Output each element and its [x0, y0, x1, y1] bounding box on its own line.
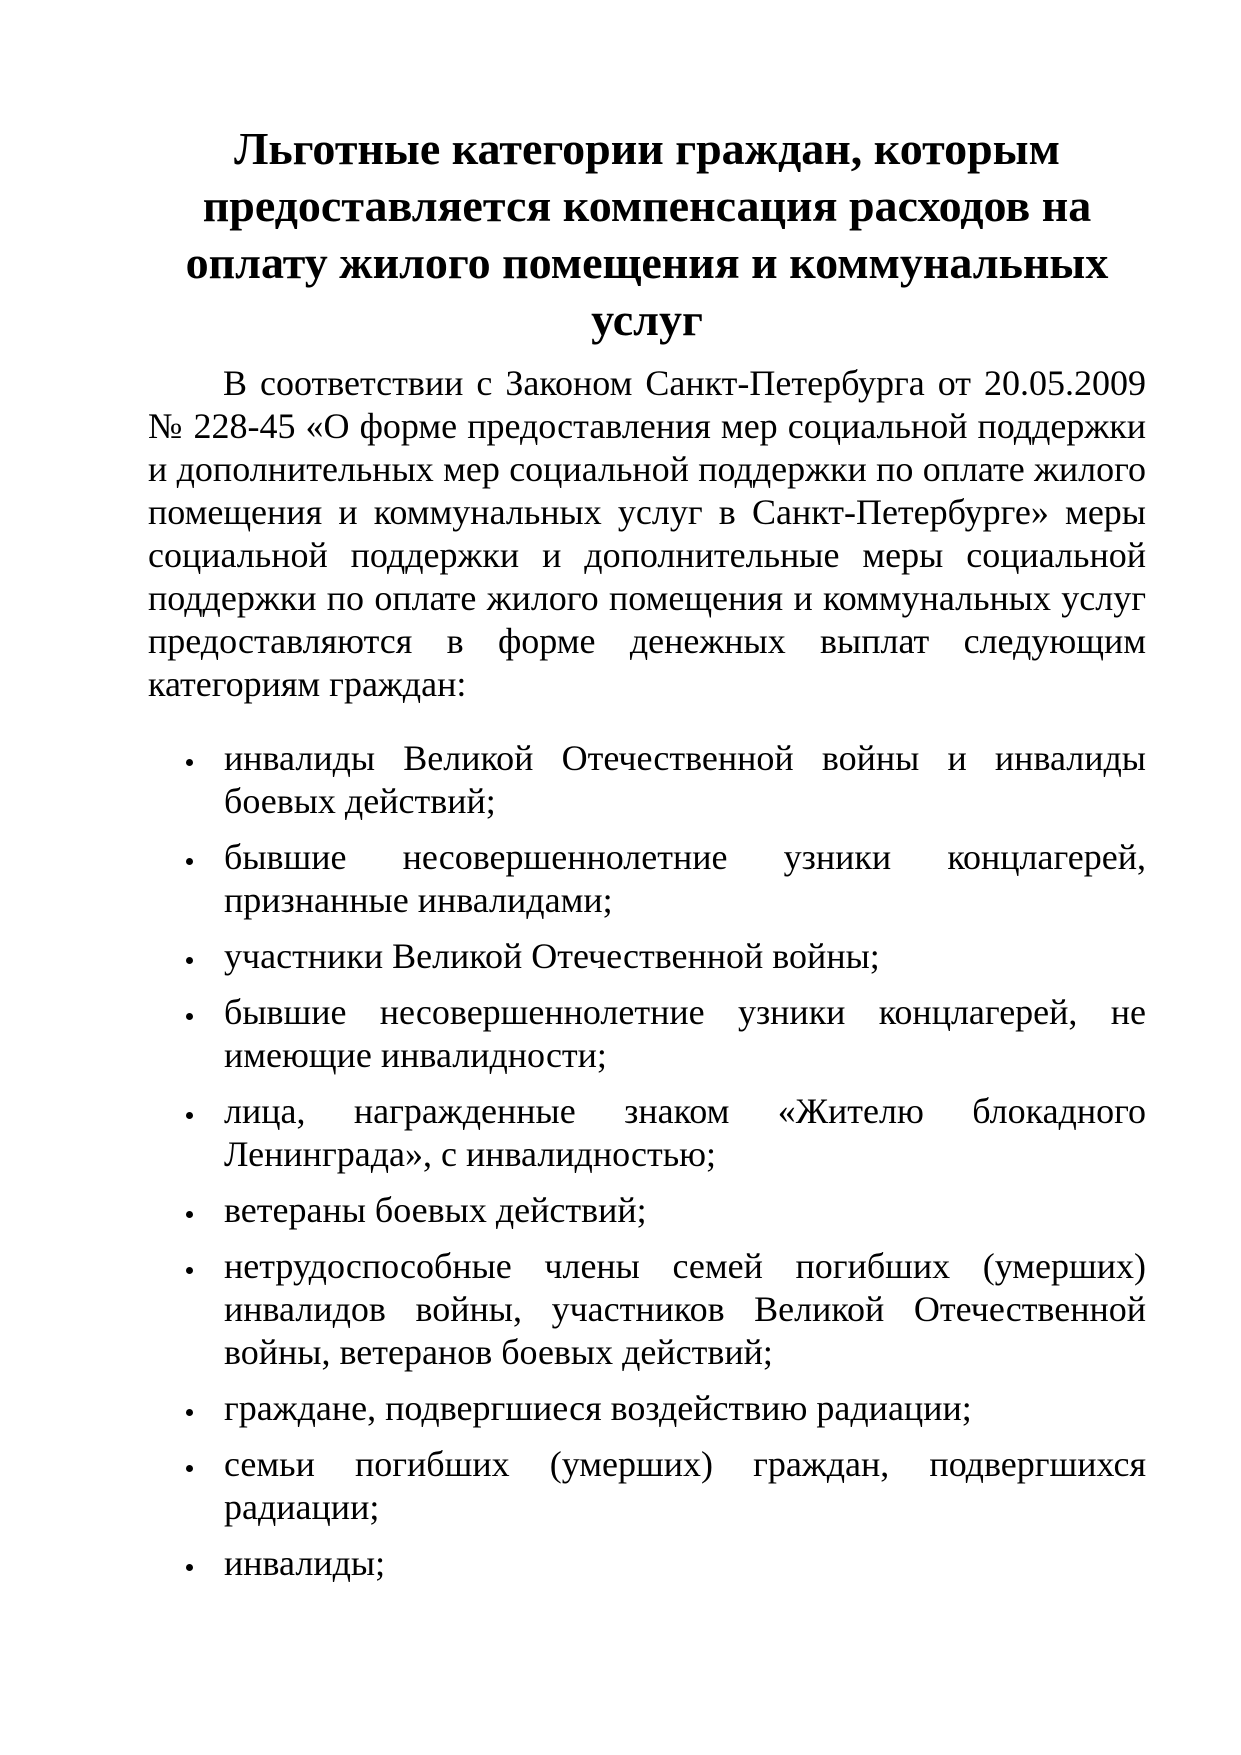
list-item-text: бывшие несовершеннолетние узники концлагерей, не имеющие инвалидности;	[224, 992, 1146, 1075]
list-item	[148, 1443, 1146, 1529]
list-item-text: граждане, подвергшиеся воздействию радиации;	[224, 1388, 972, 1428]
list-item	[148, 1387, 1146, 1430]
bullet-icon	[186, 957, 193, 964]
list-item	[148, 1189, 1146, 1232]
list-item-text: семьи погибших (умерших) граждан, подвергшихся радиации;	[224, 1444, 1146, 1527]
bullet-icon	[186, 1465, 193, 1472]
list-item-text: инвалиды Великой Отечественной войны и инвалиды боевых действий;	[224, 738, 1146, 821]
bullet-icon	[186, 759, 193, 766]
categories-list	[148, 737, 1146, 1585]
intro-paragraph: В соответствии с Законом Санкт-Петербурга от 20.05.2009 № 228-45 «О форме предоставления мер социальной поддержки и дополнительных мер социальной поддержки по оплате жилого помещения и коммунальных услуг в Санкт-Петербурге» меры социальной поддержки и дополнительные меры социальной поддержки по оплате жилого помещения и коммунальных услуг предоставляются в форме денежных выплат следующим категориям граждан:	[148, 363, 1146, 704]
list-item	[148, 1542, 1146, 1585]
bullet-icon	[186, 1409, 193, 1416]
bullet-icon	[186, 1211, 193, 1218]
list-item	[148, 737, 1146, 823]
bullet-icon	[186, 1564, 193, 1571]
bullet-icon	[186, 1112, 193, 1119]
list-item-text: инвалиды;	[224, 1543, 386, 1583]
bullet-icon	[186, 858, 193, 865]
document-title: Льготные категории граждан, которым предоставляется компенсация расходов на оплату жилого помещения и коммунальных услуг	[185, 123, 1109, 345]
list-item	[148, 991, 1146, 1077]
list-item-text: ветераны боевых действий;	[224, 1190, 647, 1230]
bullet-icon	[186, 1267, 193, 1274]
list-item	[148, 1090, 1146, 1176]
list-item	[148, 836, 1146, 922]
list-item	[148, 935, 1146, 978]
list-item-text: участники Великой Отечественной войны;	[224, 936, 880, 976]
list-item	[148, 1245, 1146, 1374]
document-page	[148, 120, 1146, 1598]
list-item-text: нетрудоспособные члены семей погибших (умерших) инвалидов войны, участников Великой Отечественной войны, ветеранов боевых действий;	[224, 1246, 1146, 1372]
bullet-icon	[186, 1013, 193, 1020]
list-item-text: лица, награжденные знаком «Жителю блокадного Ленинграда», с инвалидностью;	[224, 1091, 1146, 1174]
list-item-text: бывшие несовершеннолетние узники концлагерей, признанные инвалидами;	[224, 837, 1146, 920]
